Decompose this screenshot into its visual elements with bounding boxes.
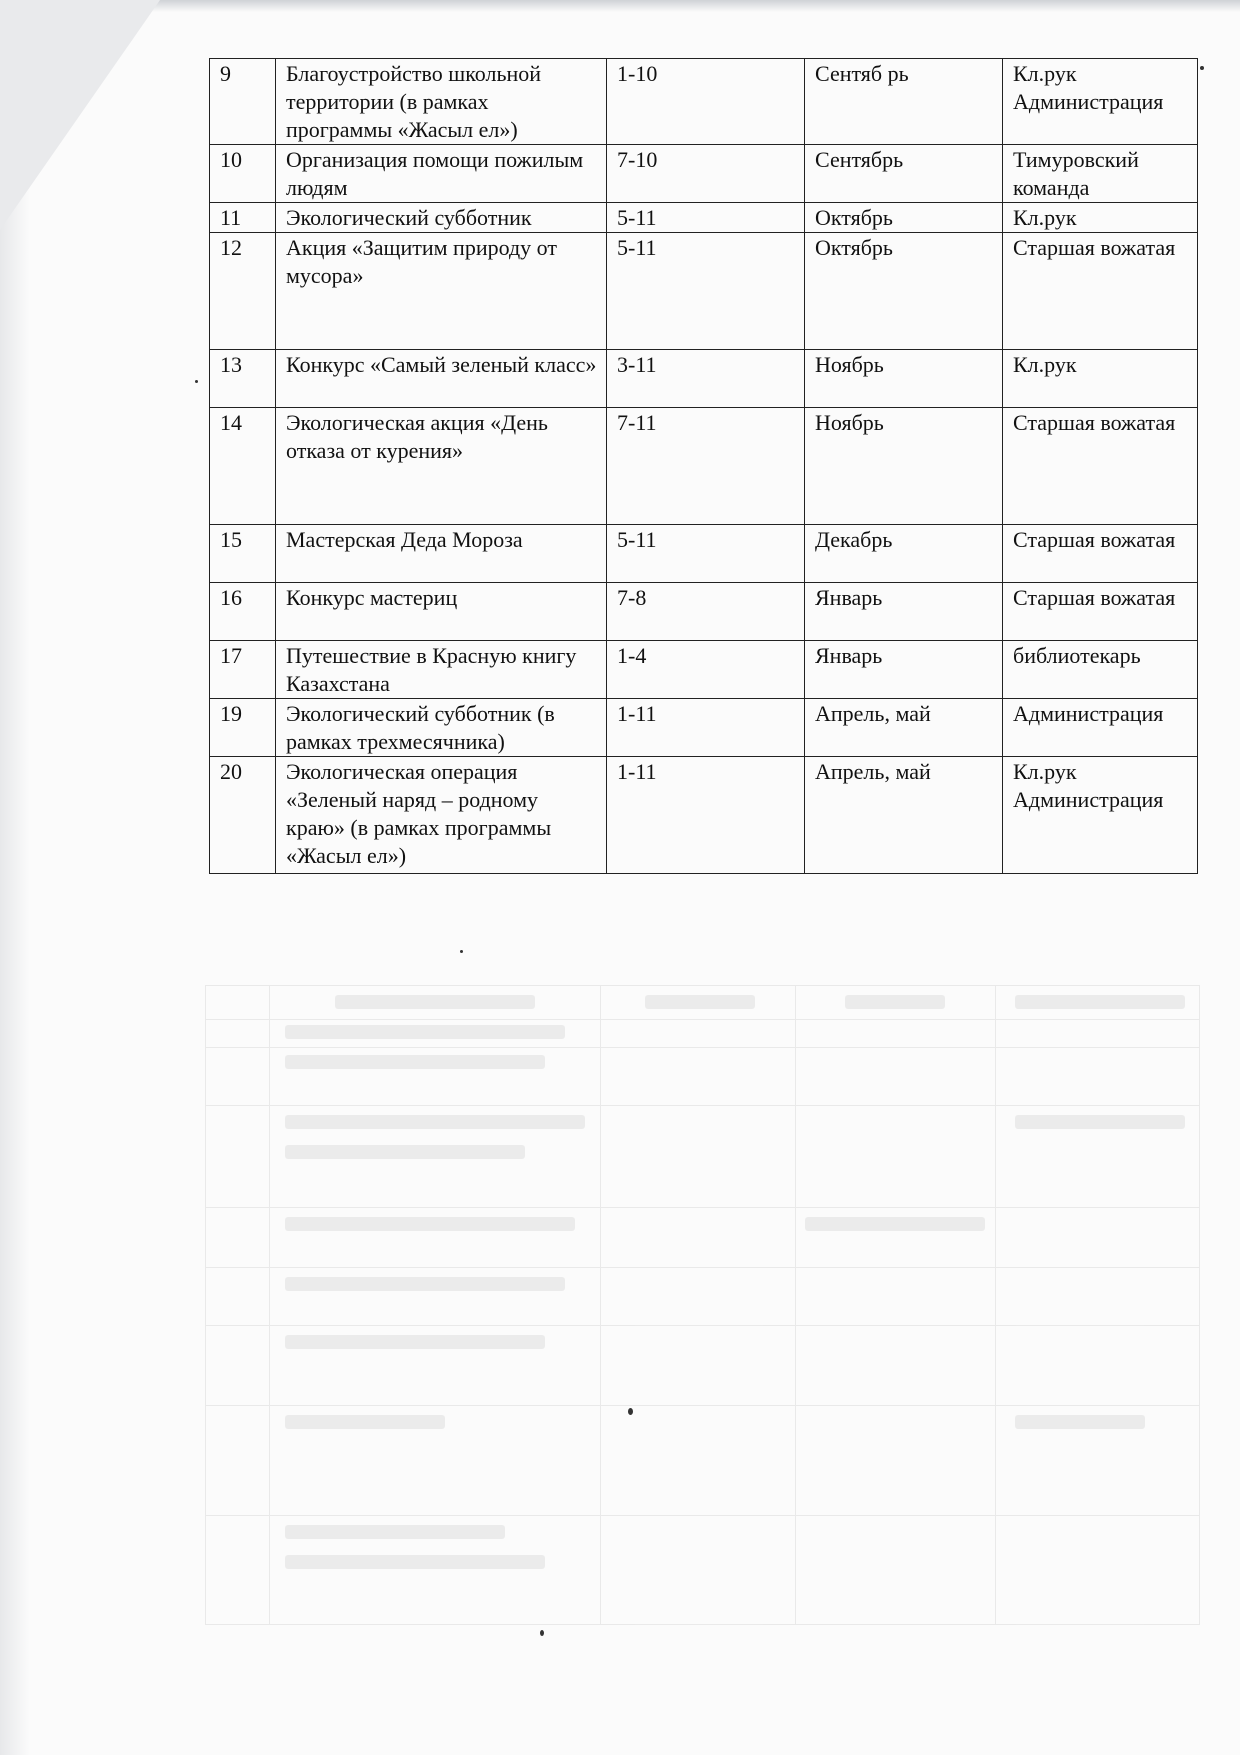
table-row bbox=[210, 203, 1198, 233]
table-row bbox=[210, 145, 1198, 203]
row-number: 9 bbox=[210, 59, 276, 145]
scan-speck bbox=[540, 1630, 544, 1636]
responsible-person: Старшая вожатая bbox=[1003, 408, 1198, 525]
responsible-person: Старшая вожатая bbox=[1003, 233, 1198, 350]
row-number: 10 bbox=[210, 145, 276, 203]
row-number: 14 bbox=[210, 408, 276, 525]
event-name: Конкурс «Самый зеленый класс» bbox=[276, 350, 607, 408]
event-dates: Сентябрь bbox=[805, 145, 1003, 203]
event-dates: Апрель, май bbox=[805, 757, 1003, 874]
class-range: 7-11 bbox=[607, 408, 805, 525]
row-number: 11 bbox=[210, 203, 276, 233]
row-number: 13 bbox=[210, 350, 276, 408]
responsible-person: Кл.рук bbox=[1003, 350, 1198, 408]
table-row bbox=[210, 233, 1198, 350]
event-dates: Сентяб рь bbox=[805, 59, 1003, 145]
event-dates: Ноябрь bbox=[805, 350, 1003, 408]
class-range: 5-11 bbox=[607, 525, 805, 583]
class-range: 5-11 bbox=[607, 233, 805, 350]
event-name: Мастерская Деда Мороза bbox=[276, 525, 607, 583]
table-row bbox=[210, 408, 1198, 525]
event-name: Экологический субботник bbox=[276, 203, 607, 233]
responsible-person: Старшая вожатая bbox=[1003, 583, 1198, 641]
event-name: Экологический субботник (в рамках трехмесячника) bbox=[276, 699, 607, 757]
scan-speck bbox=[1200, 66, 1204, 70]
event-dates: Январь bbox=[805, 583, 1003, 641]
responsible-person: Тимуровский команда bbox=[1003, 145, 1198, 203]
event-dates: Январь bbox=[805, 641, 1003, 699]
scan-edge-left bbox=[0, 0, 30, 1755]
table-row bbox=[210, 525, 1198, 583]
events-plan-table bbox=[209, 58, 1198, 874]
event-name: Благоустройство школьной территории (в рамках программы «Жасыл ел») bbox=[276, 59, 607, 145]
event-dates: Апрель, май bbox=[805, 699, 1003, 757]
event-dates: Октябрь bbox=[805, 203, 1003, 233]
row-number: 20 bbox=[210, 757, 276, 874]
event-name: Акция «Защитим природу от мусора» bbox=[276, 233, 607, 350]
class-range: 1-10 bbox=[607, 59, 805, 145]
responsible-person: Кл.рук Администрация bbox=[1003, 757, 1198, 874]
row-number: 12 bbox=[210, 233, 276, 350]
scan-speck bbox=[628, 1408, 633, 1415]
event-name: Организация помощи пожилым людям bbox=[276, 145, 607, 203]
table-row bbox=[210, 757, 1198, 874]
event-dates: Декабрь bbox=[805, 525, 1003, 583]
event-dates: Октябрь bbox=[805, 233, 1003, 350]
row-number: 16 bbox=[210, 583, 276, 641]
table-row bbox=[210, 641, 1198, 699]
event-name: Экологическая операция «Зеленый наряд – родному краю» (в рамках программы «Жасыл ел») bbox=[276, 757, 607, 874]
class-range: 5-11 bbox=[607, 203, 805, 233]
class-range: 3-11 bbox=[607, 350, 805, 408]
table-row bbox=[210, 350, 1198, 408]
event-name: Экологическая акция «День отказа от курения» bbox=[276, 408, 607, 525]
class-range: 1-11 bbox=[607, 757, 805, 874]
row-number: 19 bbox=[210, 699, 276, 757]
row-number: 17 bbox=[210, 641, 276, 699]
scan-speck bbox=[460, 950, 463, 953]
bleed-through-table bbox=[205, 985, 1200, 1625]
event-dates: Ноябрь bbox=[805, 408, 1003, 525]
class-range: 7-10 bbox=[607, 145, 805, 203]
table-row bbox=[210, 699, 1198, 757]
class-range: 1-4 bbox=[607, 641, 805, 699]
responsible-person: Кл.рук bbox=[1003, 203, 1198, 233]
scan-speck bbox=[195, 380, 198, 383]
class-range: 7-8 bbox=[607, 583, 805, 641]
class-range: 1-11 bbox=[607, 699, 805, 757]
scan-edge-top bbox=[150, 0, 1240, 12]
folded-corner bbox=[0, 0, 160, 230]
event-name: Конкурс мастериц bbox=[276, 583, 607, 641]
responsible-person: Администрация bbox=[1003, 699, 1198, 757]
table-row bbox=[210, 583, 1198, 641]
responsible-person: Старшая вожатая bbox=[1003, 525, 1198, 583]
responsible-person: Кл.рук Администрация bbox=[1003, 59, 1198, 145]
table-row bbox=[210, 59, 1198, 145]
responsible-person: библиотекарь bbox=[1003, 641, 1198, 699]
row-number: 15 bbox=[210, 525, 276, 583]
event-name: Путешествие в Красную книгу Казахстана bbox=[276, 641, 607, 699]
